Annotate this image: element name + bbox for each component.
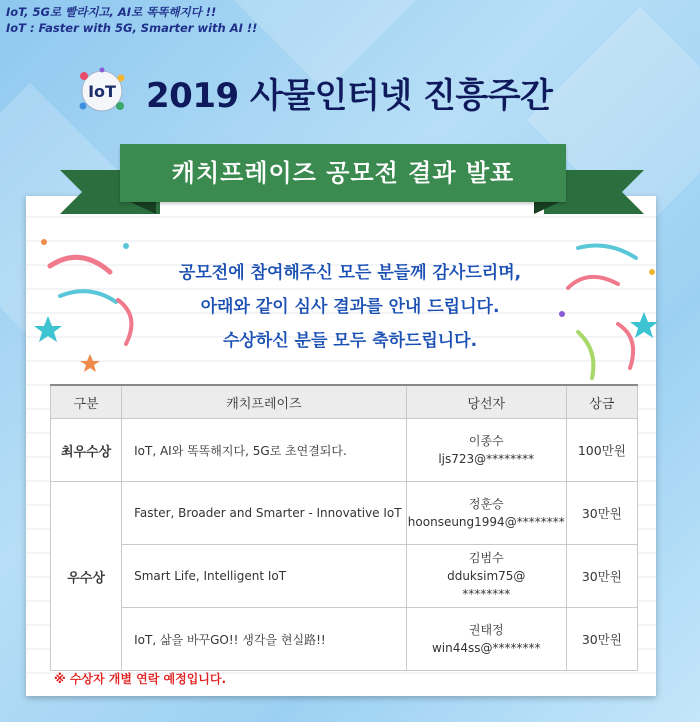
results-table <box>50 384 638 671</box>
intro-message <box>100 256 600 358</box>
page-title: 2019 사물인터넷 진흥주간 <box>146 76 553 116</box>
banner-ribbon <box>120 144 566 202</box>
header-phrase: 캐치프레이즈 <box>122 385 407 419</box>
table-row <box>51 545 638 608</box>
winner-id: ljs723@******** <box>438 452 535 466</box>
table-row <box>51 608 638 671</box>
prize-amount: 30만원 <box>566 482 637 545</box>
catchphrase: Smart Life, Intelligent IoT <box>122 545 407 608</box>
tagline-korean: IoT, 5G로 빨라지고, AI로 똑똑해지다 !! <box>6 5 217 19</box>
table-row <box>51 419 638 482</box>
catchphrase: IoT, 삶을 바꾸GO!! 생각을 현실路!! <box>122 608 407 671</box>
winner-cell <box>406 608 566 671</box>
contact-note: ※ 수상자 개별 연락 예정입니다. <box>54 672 227 686</box>
intro-line: 아래와 같이 심사 결과를 안내 드립니다. <box>200 297 500 317</box>
winner-name: 이종수 <box>468 434 504 448</box>
winner-id: hoonseung1994@******** <box>407 515 565 529</box>
prize-amount: 100만원 <box>566 419 637 482</box>
banner-title: 캐치프레이즈 공모전 결과 발표 <box>171 159 515 187</box>
iot-logo <box>74 66 130 116</box>
winner-cell <box>406 419 566 482</box>
winner-cell <box>406 482 566 545</box>
tagline <box>6 4 257 36</box>
header-winner: 당선자 <box>406 385 566 419</box>
table-row <box>51 482 638 545</box>
winner-cell <box>406 545 566 608</box>
catchphrase: Faster, Broader and Smarter - Innovative IoT <box>122 482 407 545</box>
winner-name: 권태정 <box>468 623 504 637</box>
tagline-english: IoT : Faster with 5G, Smarter with AI !! <box>6 21 258 35</box>
intro-line: 공모전에 참여해주신 모든 분들께 감사드리며, <box>178 263 522 283</box>
catchphrase: IoT, AI와 똑똑해지다, 5G로 초연결되다. <box>122 419 407 482</box>
winner-id: win44ss@******** <box>431 641 541 655</box>
table-header-row <box>51 385 638 419</box>
winner-name: 정훈승 <box>468 497 504 511</box>
winner-id: dduksim75@ ******** <box>447 569 526 601</box>
intro-line: 수상하신 분들 모두 축하드립니다. <box>222 331 478 351</box>
header-prize: 상금 <box>566 385 637 419</box>
logo-text: IoT <box>88 82 116 101</box>
prize-amount: 30만원 <box>566 608 637 671</box>
header-category: 구분 <box>51 385 122 419</box>
award-category: 우수상 <box>51 482 122 671</box>
award-category: 최우수상 <box>51 419 122 482</box>
winner-name: 김범수 <box>468 551 504 565</box>
prize-amount: 30만원 <box>566 545 637 608</box>
